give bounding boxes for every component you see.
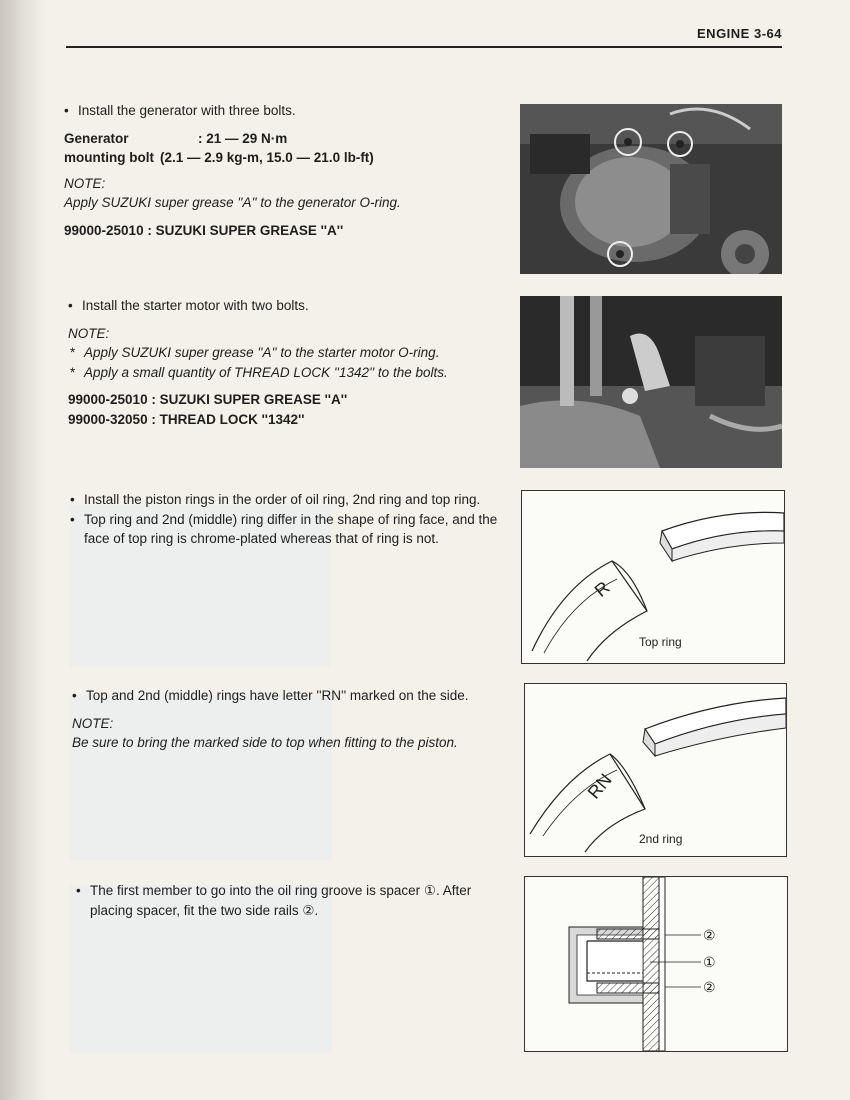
spec-value: (2.1 — 2.9 kg-m, 15.0 — 21.0 lb-ft)	[159, 150, 374, 165]
top-ring-figure	[521, 490, 785, 664]
figure-caption: 2nd ring	[639, 832, 683, 846]
note-item: * Apply SUZUKI super grease ''A'' to the starter motor O-ring.	[68, 343, 504, 363]
second-ring-figure	[524, 683, 787, 857]
instruction-bullet: • Install the starter motor with two bolts.	[68, 296, 504, 316]
note-item: * Apply a small quantity of THREAD LOCK ''1342'' to the bolts.	[68, 363, 504, 383]
spec-value: : 21 — 29 N·m	[197, 130, 288, 146]
callout-side-rail: ②	[703, 927, 716, 943]
callout-spacer: ①	[703, 954, 716, 970]
page-header	[66, 24, 782, 48]
note-label: NOTE:	[72, 715, 114, 731]
figure-caption: Top ring	[639, 635, 682, 649]
callout-side-rail: ②	[703, 979, 716, 995]
spec-label: Generator	[64, 130, 129, 146]
torque-spec	[64, 129, 380, 168]
section-piston-rings	[70, 490, 500, 549]
instruction-bullet: • The first member to go into the oil ring groove is spacer ①. After placing spacer, fit the two side rails ②.	[76, 881, 496, 920]
section-oil-ring	[76, 881, 496, 920]
part-number: 99000-32050 : THREAD LOCK ''1342''	[68, 411, 305, 427]
instruction-bullet: • Top ring and 2nd (middle) ring differ in the shape of ring face, and the face of top ring is chrome-plated whereas that of ring is not.	[70, 510, 500, 549]
note-label: NOTE:	[68, 325, 110, 341]
instruction-bullet: • Install the generator with three bolts.	[64, 101, 500, 121]
starter-motor-photo	[520, 296, 782, 468]
spec-label: mounting bolt	[64, 150, 154, 165]
ring-mark: R	[590, 577, 614, 601]
note-label: NOTE:	[64, 175, 106, 191]
instruction-bullet: • Install the piston rings in the order of oil ring, 2nd ring and top ring.	[70, 490, 500, 510]
section-starter-motor	[68, 296, 504, 429]
instruction-bullet: • Top and 2nd (middle) rings have letter ''RN'' marked on the side.	[72, 686, 502, 706]
section-generator	[64, 101, 500, 240]
ring-mark: RN	[583, 769, 616, 803]
part-number: 99000-25010 : SUZUKI SUPER GREASE ''A''	[68, 392, 348, 407]
generator-photo	[520, 104, 782, 274]
note-text: Be sure to bring the marked side to top when fitting to the piston.	[72, 735, 458, 750]
part-number: 99000-25010 : SUZUKI SUPER GREASE ''A''	[64, 222, 344, 238]
oil-ring-figure	[524, 876, 788, 1052]
section-ring-marking	[72, 686, 502, 753]
note-text: Apply SUZUKI super grease ''A'' to the generator O-ring.	[64, 195, 401, 210]
page-header-title: ENGINE 3-64	[697, 26, 782, 41]
page-binding-shadow	[0, 0, 46, 1100]
